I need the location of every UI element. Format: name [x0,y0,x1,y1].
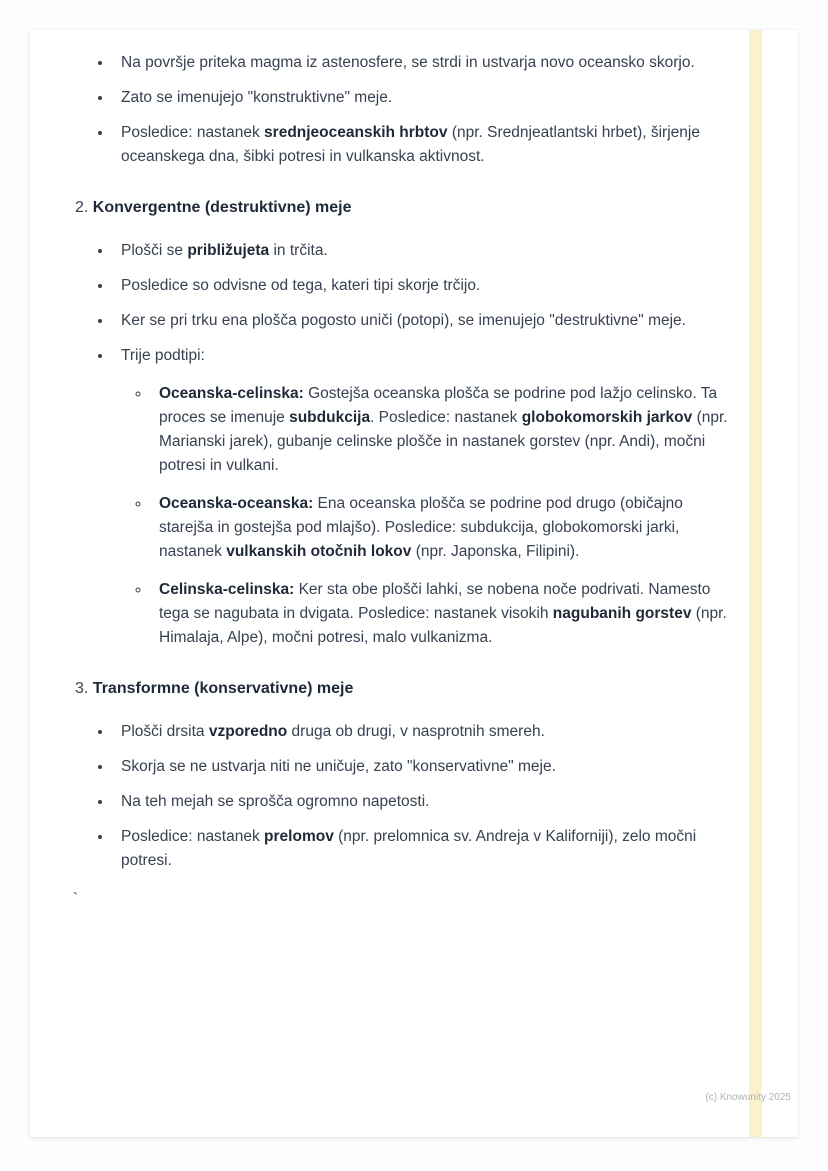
bold-text-run: približujeta [187,242,270,259]
section-heading [75,196,736,220]
list-item [151,578,736,650]
document-page [30,30,798,1137]
list-item [113,790,736,814]
text-run: (npr. prelomnica sv. Andreja v Kaliforniji), zelo močni potresi. [121,828,697,869]
bold-text-run: vzporedno [208,723,288,740]
copyright-footer: (c) Knowunity 2025 [705,1092,791,1103]
text-run: (npr. Himalaja, Alpe), močni potresi, malo vulkanizma. [159,605,727,646]
section-heading [75,677,736,701]
list-item [113,720,736,744]
text-run: Na teh mejah se sprošča ogromno napetosti. [121,793,430,810]
text-run: druga ob drugi, v nasprotnih smereh. [287,723,545,740]
text-run: Plošči se [121,242,188,259]
bold-text-run: Konvergentne (destruktivne) meje [92,199,352,216]
bold-text-run: subdukcija [289,409,371,426]
bold-text-run: Transformne (konservativne) meje [92,680,354,697]
bold-text-run: Oceanska-celinska: [159,385,304,402]
bold-text-run: Oceanska-oceanska: [159,495,314,512]
bold-text-run: prelomov [264,828,334,845]
text-run: Posledice: nastanek [121,124,265,141]
bullet-list [75,720,736,873]
list-item [113,755,736,779]
text-run: Zato se imenujejo "konstruktivne" meje. [121,89,393,106]
list-item [151,382,736,478]
bold-text-run: globokomorskih jarkov [521,409,693,426]
bullet-list [75,239,736,650]
section-number: 3. [75,680,93,697]
list-item [113,86,736,110]
text-run: Skorja se ne ustvarja niti ne uničuje, zato "konservativne" meje. [121,758,556,775]
text-run: Ker sta obe plošči lahki, se nobena noče podrivati. Namesto tega se nagubata in dvigata. Posledice: nastanek visokih [159,581,711,622]
list-item [113,344,736,650]
bold-text-run: vulkanskih otočnih lokov [226,543,412,560]
text-run: Gostejša oceanska plošča se podrine pod lažjo celinsko. Ta proces se imenuje [159,385,718,426]
text-run: Posledice so odvisne od tega, kateri tipi skorje trčijo. [121,277,481,294]
section-number: 2. [75,199,93,216]
bold-text-run: Celinska-celinska: [159,581,295,598]
text-run: Na površje priteka magma iz astenosfere, se strdi in ustvarja novo oceansko skorjo. [121,54,695,71]
sub-bullet-list [121,382,736,650]
text-run: (npr. Srednjeatlantski hrbet), širjenje oceanskega dna, šibki potresi in vulkanska aktivnost. [121,124,700,165]
text-run: . Posledice: nastanek [370,409,522,426]
list-item [113,825,736,873]
list-item [113,51,736,75]
text-run: (npr. Japonska, Filipini). [411,543,580,560]
list-item [113,121,736,169]
text-run: Ena oceanska plošča se podrine pod drugo (običajno starejša in gostejša pod mlajšo). Posledice: subdukcija, globokomorski jarki, nastanek [159,495,683,560]
text-run: Ker se pri trku ena plošča pogosto uniči (potopi), se imenujejo "destruktivne" meje. [121,312,686,329]
text-run: Posledice: nastanek [121,828,265,845]
list-item [151,492,736,564]
list-item [113,239,736,263]
bold-text-run: nagubanih gorstev [552,605,692,622]
list-item [113,274,736,298]
list-item [113,309,736,333]
stray-backtick-mark: ` [73,890,78,907]
text-run: Trije podtipi: [121,347,205,364]
bullet-list [75,51,736,169]
text-run: Plošči drsita [121,723,209,740]
text-run: (npr. Marianski jarek), gubanje celinske plošče in nastanek gorstev (npr. Andi), močni potresi in vulkani. [159,409,728,474]
document-content [30,30,798,911]
bold-text-run: srednjeoceanskih hrbtov [264,124,448,141]
text-run: in trčita. [269,242,328,259]
